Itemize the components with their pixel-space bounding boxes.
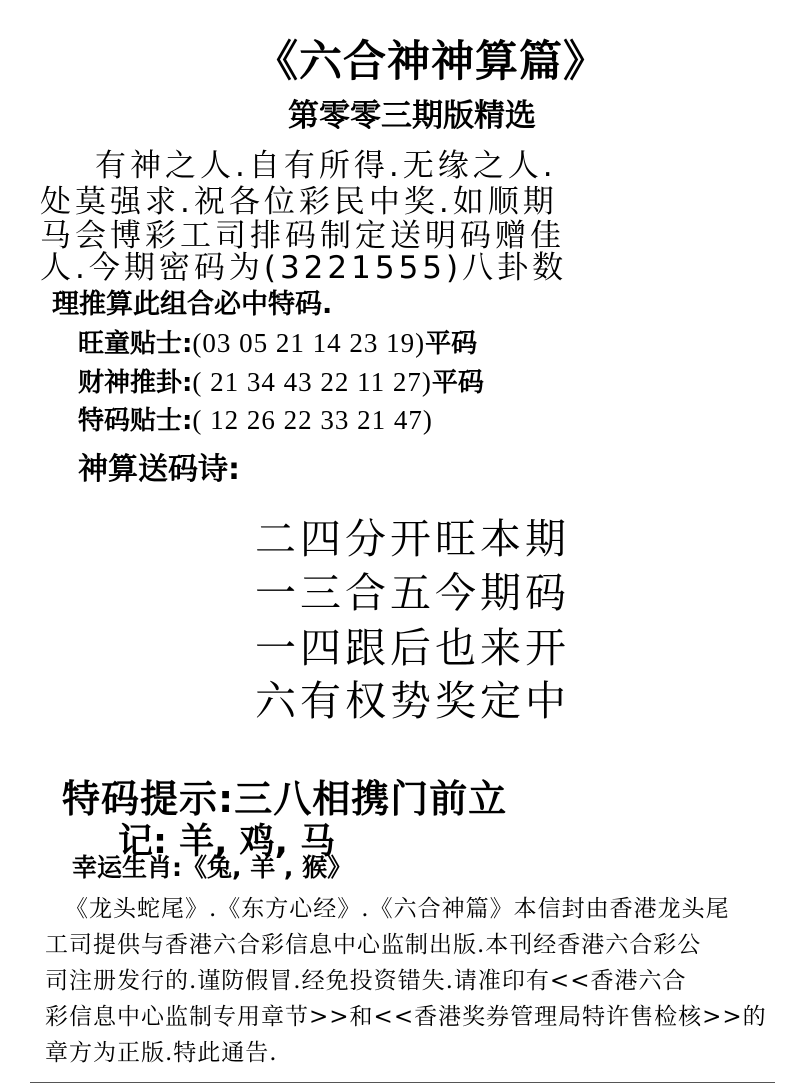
intro-line: 人.今期密码为(3221555)八卦数 <box>40 250 568 286</box>
footer-line: 章方为正版.特此通告. <box>45 1040 278 1066</box>
poem-line: 一四跟后也来开 <box>255 624 570 672</box>
intro-line: 处莫强求.祝各位彩民中奖.如顺期 <box>40 184 558 220</box>
tip-numbers: ( 12 26 22 33 21 47) <box>192 405 433 435</box>
tip-label: 财神推卦: <box>78 368 193 398</box>
tip-numbers: (03 05 21 14 23 19) <box>192 328 426 358</box>
poem-line: 一三合五今期码 <box>255 569 570 617</box>
page-title: 《六合神神算篇》 <box>255 37 607 87</box>
bottom-divider <box>30 1082 775 1083</box>
tip-row <box>78 362 484 399</box>
poem-line: 二四分开旺本期 <box>255 515 570 563</box>
intro-line: 有神之人.自有所得.无缘之人. <box>95 148 557 184</box>
special-hint: 特码提示:三八相携门前立 <box>62 777 508 821</box>
poem-heading: 神算送码诗: <box>78 452 240 487</box>
footer-line: 彩信息中心监制专用章节>>和<<香港奖券管理局特许售检核>>的 <box>45 1004 767 1030</box>
footer-line: 司注册发行的.谨防假冒.经免投资错失.请准印有<<香港六合 <box>45 968 687 994</box>
lead-line: 理推算此组合必中特码. <box>52 289 333 320</box>
footer-line: 《龙头蛇尾》.《东方心经》.《六合神篇》本信封由香港龙头尾 <box>65 896 730 922</box>
tip-label: 特码贴士: <box>78 406 193 436</box>
footer-line: 工司提供与香港六合彩信息中心监制出版.本刊经香港六合彩公 <box>45 932 702 958</box>
tip-row <box>78 400 433 437</box>
page-subtitle: 第零零三期版精选 <box>288 98 536 134</box>
intro-line: 马会博彩工司排码制定送明码赠佳 <box>40 218 565 254</box>
tip-suffix: 平码 <box>425 329 478 359</box>
lucky-zodiac: 幸运生肖:《兔, 羊 , 猴》 <box>72 853 353 882</box>
tip-numbers: ( 21 34 43 22 11 27) <box>192 367 432 397</box>
memo-line: 记: 羊, 鸡, 马 <box>118 822 336 862</box>
tip-suffix: 平码 <box>431 368 484 398</box>
tip-row <box>78 323 477 360</box>
poem-line: 六有权势奖定中 <box>255 677 570 725</box>
tip-label: 旺童贴士: <box>78 329 193 359</box>
